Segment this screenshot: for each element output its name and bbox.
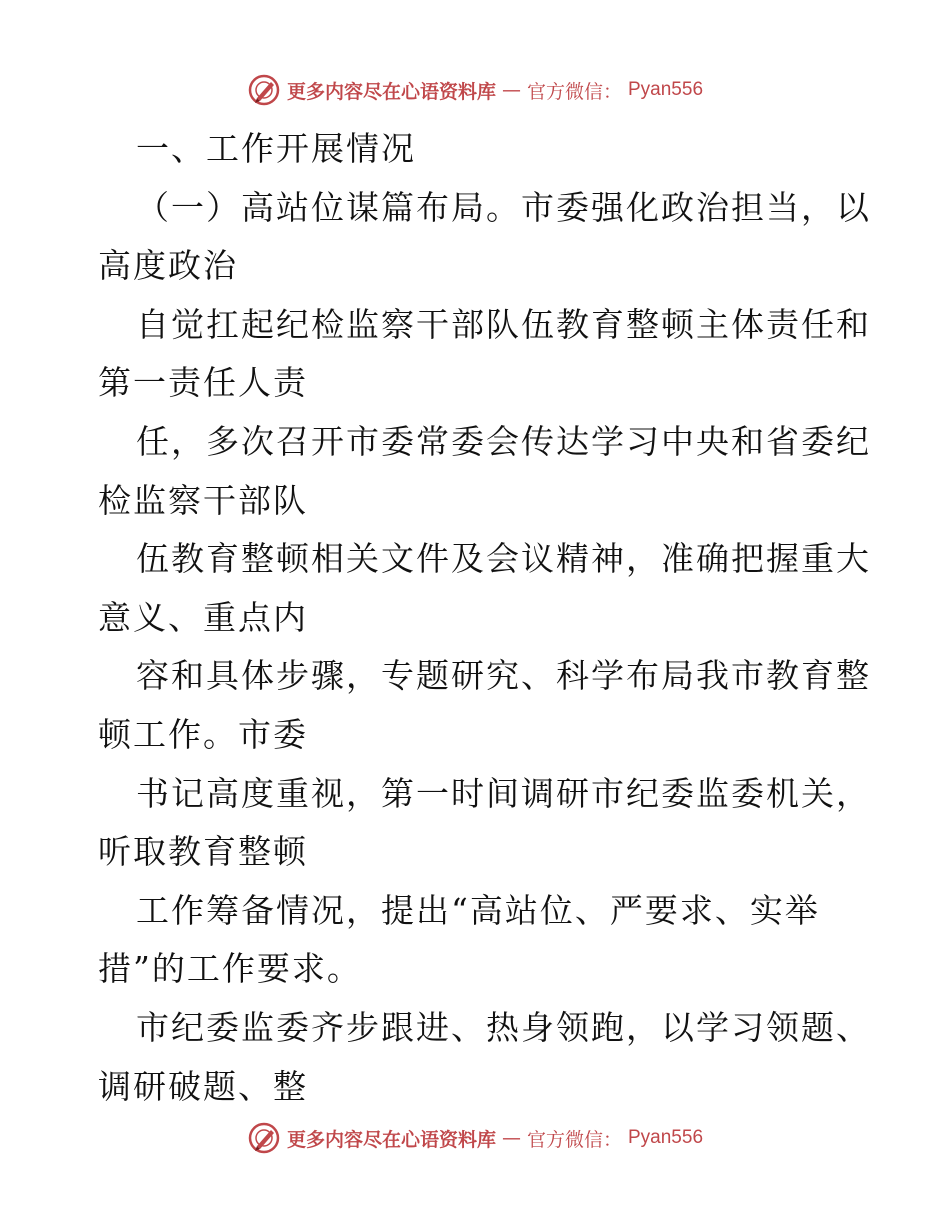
- paragraph-line: 市纪委监委齐步跟进、热身领跑，以学习领题、: [136, 1007, 871, 1047]
- paragraph-line: 伍教育整顿相关文件及会议精神，准确把握重大: [136, 539, 871, 579]
- banner-official-label: 官方微信：: [526, 80, 622, 103]
- banner-separator: —: [501, 79, 521, 101]
- paragraph-line: （一）高站位谋篇布局。市委强化政治担当，以: [136, 187, 871, 227]
- document-body: [98, 120, 871, 1116]
- banner-separator: —: [501, 1127, 521, 1149]
- banner-official-label: 官方微信：: [526, 1128, 622, 1151]
- paragraph-line: 任，多次召开市委常委会传达学习中央和省委纪: [136, 421, 871, 461]
- paragraph-line: 检监察干部队: [98, 480, 308, 520]
- pen-logo-icon: [247, 73, 281, 107]
- paragraph-line: 调研破题、整: [98, 1066, 308, 1106]
- header-watermark: [0, 70, 950, 110]
- paragraph-line: 顿工作。市委: [98, 714, 308, 754]
- banner-brand: 更多内容尽在心语资料库: [286, 80, 496, 103]
- banner-wechat-id: Pyan556: [628, 1127, 704, 1148]
- banner-wechat-id: Pyan556: [628, 79, 704, 100]
- paragraph-line: 高度政治: [98, 246, 238, 286]
- footer-watermark: [0, 1118, 950, 1158]
- paragraph-line: 容和具体步骤，专题研究、科学布局我市教育整: [136, 656, 871, 696]
- paragraph-line: 意义、重点内: [98, 597, 308, 637]
- pen-logo-icon: [247, 1121, 281, 1155]
- paragraph-line: 书记高度重视，第一时间调研市纪委监委机关，: [136, 773, 871, 813]
- paragraph-line: 措”的工作要求。: [98, 949, 362, 989]
- section-heading: 一、工作开展情况: [136, 129, 416, 168]
- banner-brand: 更多内容尽在心语资料库: [286, 1128, 496, 1151]
- paragraph-line: 自觉扛起纪检监察干部队伍教育整顿主体责任和: [136, 304, 871, 344]
- paragraph-line: 工作筹备情况，提出“高站位、严要求、实举: [136, 890, 820, 930]
- paragraph-line: 第一责任人责: [98, 363, 308, 403]
- paragraph-line: 听取教育整顿: [98, 832, 308, 872]
